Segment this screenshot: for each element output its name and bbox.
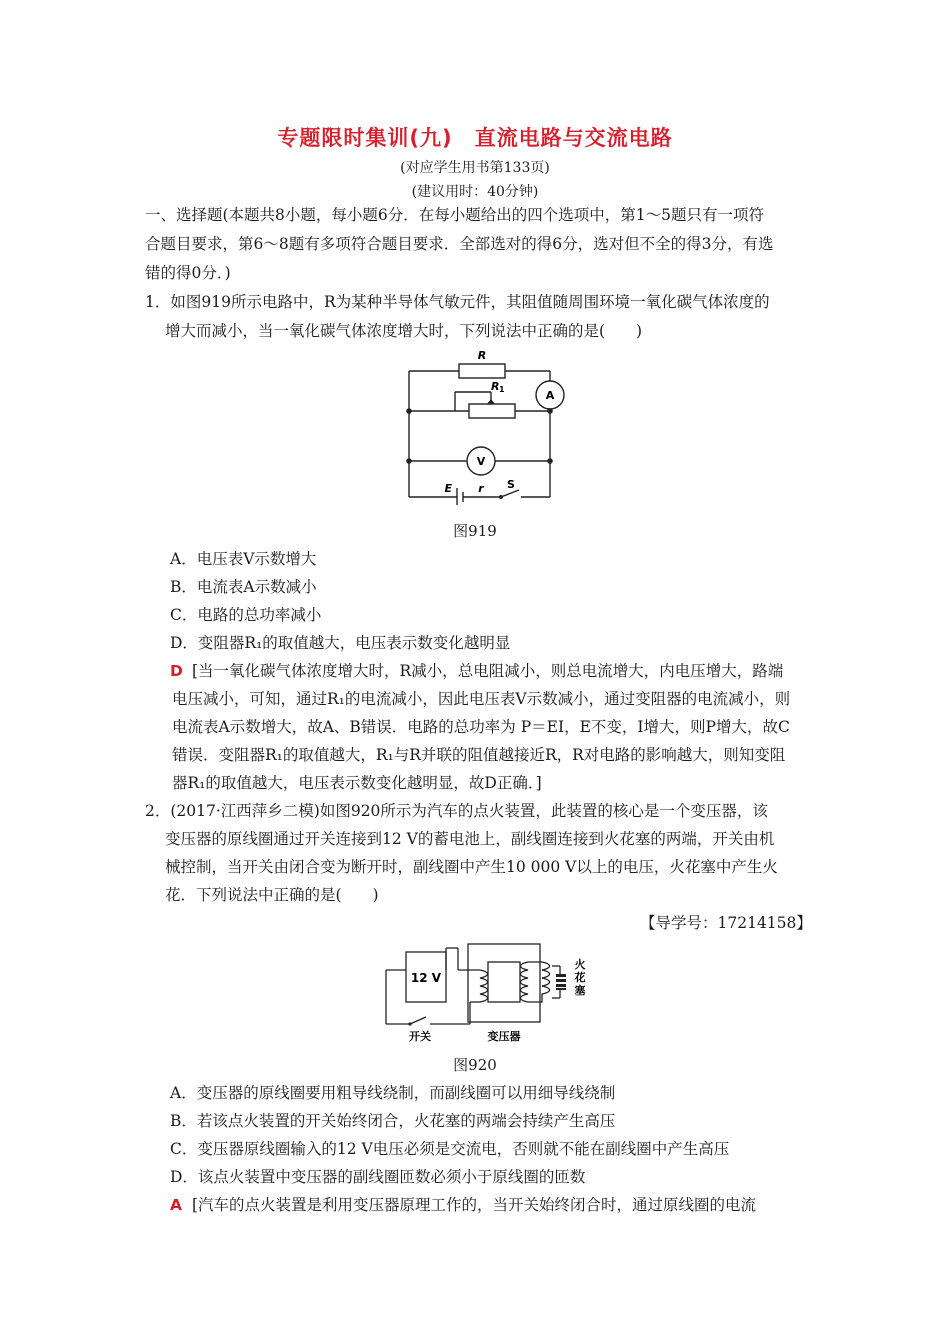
q1-stem-line: 增大而减小，当一氧化碳气体浓度增大时，下列说法中正确的是( ) xyxy=(165,322,643,340)
q1-option-a: A．电压表V示数增大 xyxy=(170,550,317,568)
q2-stem-line: 2．(2017·江西萍乡二模)如图920所示为汽车的点火装置，此装置的核心是一个变压器，该 xyxy=(145,802,768,820)
section-instructions-line: 合题目要求，第6～8题有多项符合题目要求．全部选对的得6分，选对但不全的得3分，有选 xyxy=(145,235,774,253)
q1-explanation-line: 器R₁的取值越大，电压表示数变化越明显，故D正确．] xyxy=(172,774,542,792)
circuit-diagram-919 xyxy=(395,345,585,505)
q2-option-c: C．变压器原线圈输入的12 V电压必须是交流电，否则就不能在副线圈中产生高压 xyxy=(170,1140,730,1158)
switch-label: 开关 xyxy=(409,1030,431,1043)
q1-answer: D xyxy=(170,662,183,680)
q1-explanation-line: 电流表A示数增大，故A、B错误．电路的总功率为 P＝EI，E不变，I增大，则P增大，故C xyxy=(172,718,790,736)
label-R: R xyxy=(477,349,487,362)
section-instructions-line: 错的得0分．) xyxy=(145,264,231,282)
ammeter-label: A xyxy=(545,389,555,402)
q1-option-d: D．变阻器R₁的取值越大，电压表示数变化越明显 xyxy=(170,634,511,652)
q1-explanation-line: [当一氧化碳气体浓度增大时，R减小，总电阻减小，则总电流增大，内电压增大，路端 xyxy=(192,662,784,680)
label-R1: R xyxy=(491,380,500,393)
label-r: r xyxy=(478,482,484,495)
q2-stem-line: 械控制，当开关由闭合变为断开时，副线圈中产生10 000 V以上的电压，火花塞中产生火 xyxy=(165,858,778,876)
voltmeter-label: V xyxy=(476,455,486,468)
ignition-diagram-920 xyxy=(380,940,600,1044)
q2-option-b: B．若该点火装置的开关始终闭合，火花塞的两端会持续产生高压 xyxy=(170,1112,616,1130)
q1-option-c: C．电路的总功率减小 xyxy=(170,606,322,624)
label-E: E xyxy=(444,482,452,495)
label-S: S xyxy=(507,478,515,491)
section-instructions-line: 一、选择题(本题共8小题，每小题6分．在每小题给出的四个选项中，第1～5题只有一项符 xyxy=(145,206,764,224)
q2-answer: A xyxy=(170,1196,182,1214)
label-R1-subscript: 1 xyxy=(499,385,505,394)
q2-option-d: D．该点火装置中变压器的副线圈匝数必须小于原线圈的匝数 xyxy=(170,1168,586,1186)
q2-explanation-line: [汽车的点火装置是利用变压器原理工作的，当开关始终闭合时，通过原线圈的电流 xyxy=(192,1196,757,1214)
battery-label: 12 V xyxy=(410,971,442,985)
q1-explanation-line: 电压减小，可知，通过R₁的电流减小，因此电压表V示数减小，通过变阻器的电流减小，则 xyxy=(172,690,791,708)
q2-stem-line: 花．下列说法中正确的是( ) xyxy=(165,886,379,904)
q1-explanation-line: 错误．变阻器R₁的取值越大，R₁与R并联的阻值越接近R，R对电路的影响越大，则知变阻 xyxy=(172,746,786,764)
q2-option-a: A．变压器的原线圈要用粗导线绕制，而副线圈可以用细导线绕制 xyxy=(170,1084,616,1102)
spark-plug-label-1: 火 xyxy=(574,958,586,971)
page-title: 专题限时集训(九) 直流电路与交流电路 xyxy=(277,126,673,150)
spark-plug-label-3: 塞 xyxy=(574,984,586,997)
transformer-label: 变压器 xyxy=(487,1030,521,1043)
guide-number: 【导学号：17214158】 xyxy=(640,914,812,932)
figure-caption: 图920 xyxy=(453,1056,497,1074)
suggested-time: (建议用时：40分钟) xyxy=(411,184,539,200)
figure-caption: 图919 xyxy=(453,522,497,540)
q1-stem-line: 1．如图919所示电路中，R为某种半导体气敏元件，其阻值随周围环境一氧化碳气体浓度的 xyxy=(145,293,770,311)
textbook-reference: (对应学生用书第133页) xyxy=(400,160,550,176)
q1-option-b: B．电流表A示数减小 xyxy=(170,578,317,596)
spark-plug-label-2: 花 xyxy=(574,971,586,984)
q2-stem-line: 变压器的原线圈通过开关连接到12 V的蓄电池上，副线圈连接到火花塞的两端，开关由机 xyxy=(165,830,775,848)
